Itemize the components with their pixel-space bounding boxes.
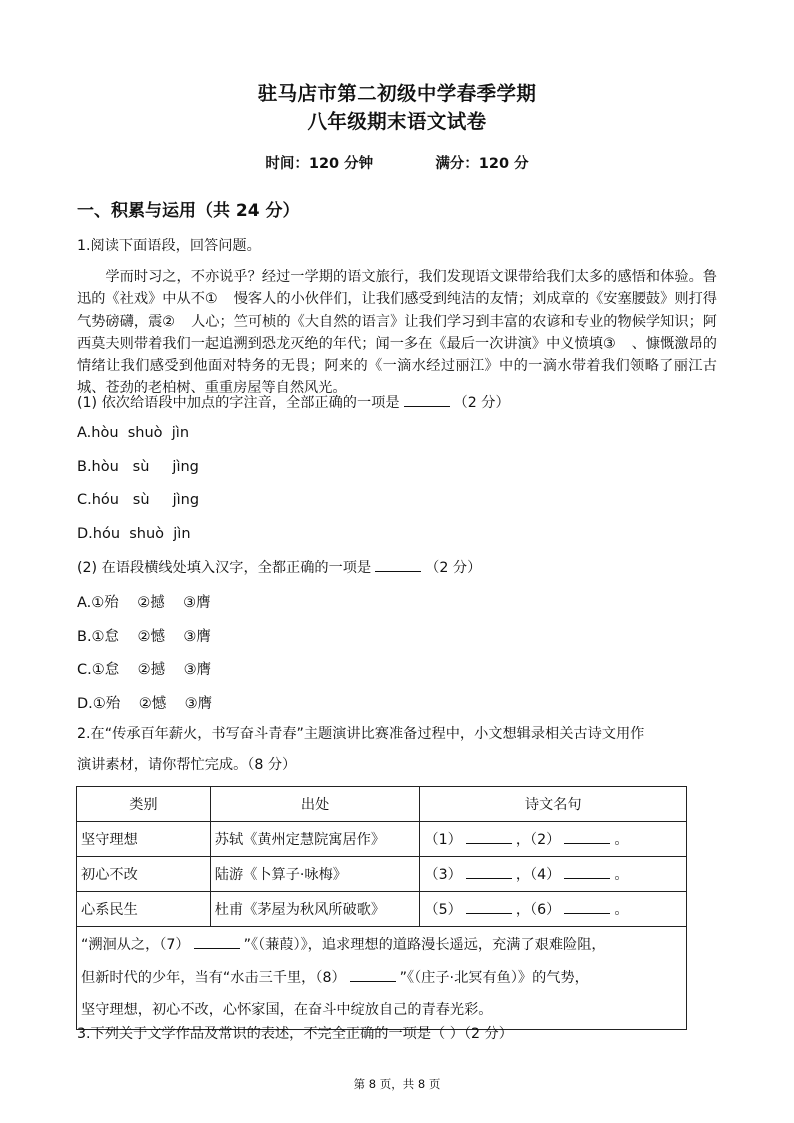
q1-sub2-text: (2) 在语段横线处填入汉字，全都正确的一项是	[77, 560, 372, 576]
q1-sub1-option-c[interactable]: C.hóu sù jìng	[77, 492, 200, 508]
q1-sub1-option-d[interactable]: D.hóu shuò jìn	[77, 526, 191, 542]
row-verse	[420, 822, 687, 857]
table-header-verse: 诗文名句	[420, 787, 687, 822]
q1-stem: 1.阅读下面语段，回答问题。	[77, 238, 261, 254]
q1-passage	[77, 266, 717, 400]
row-source: 苏轼《黄州定慧院寓居作》	[210, 822, 420, 857]
blank-label: （1）	[424, 832, 462, 848]
q1-sub2-option-b[interactable]: B.①怠 ②憾 ③膺	[77, 629, 211, 645]
passage-blank-2	[179, 314, 187, 326]
closing-paragraph	[77, 927, 687, 1030]
exam-title-line1: 驻马店市第二初级中学春季学期	[257, 82, 537, 105]
q1-sub2-stem	[77, 558, 481, 578]
table-header-source: 出处	[210, 787, 420, 822]
comma: ，	[515, 867, 531, 883]
table-row	[77, 892, 687, 927]
row-category: 初心不改	[77, 857, 211, 892]
period: 。	[614, 867, 629, 883]
table-header-category: 类别	[77, 787, 211, 822]
q3-stem: 3.下列关于文学作品及常识的表述，不完全正确的一项是（ ）（2 分）	[77, 1026, 513, 1042]
exam-time: 时间：120 分钟	[265, 156, 374, 172]
answer-blank[interactable]	[194, 936, 240, 949]
blank-label: （4）	[530, 867, 561, 883]
exam-score: 满分：120 分	[435, 156, 529, 172]
answer-blank[interactable]	[564, 866, 610, 879]
answer-blank[interactable]	[466, 866, 512, 879]
row-category: 心系民生	[77, 892, 211, 927]
table-header-row	[77, 787, 687, 822]
blank-label: （3）	[424, 867, 462, 883]
closing-part-5: 坚守理想，初心不改，心怀家国，在奋斗中绽放自己的青春光彩。	[81, 1002, 493, 1018]
exam-meta	[0, 152, 794, 173]
q1-sub1-stem	[77, 393, 510, 413]
q1-sub1-option-a[interactable]: A.hòu shuò jìn	[77, 425, 190, 441]
blank-label: （6）	[530, 902, 561, 918]
closing-part-4: ”《（庄子·北冥有鱼）》的气势，	[399, 969, 589, 986]
closing-part-2: ”《（蒹葭）》，追求理想的道路漫长遥远，充满了艰难险阻，	[243, 937, 606, 953]
passage-part-2: 慢客人的小伙伴们，让我们感受到纯洁的友情；刘成章的《安塞腰鼓》则打得气势磅礴，震②	[77, 291, 717, 330]
q1-sub1-option-b[interactable]: B.hòu sù jìng	[77, 459, 199, 475]
exam-title-line2: 八年级期末语文试卷	[307, 110, 487, 133]
passage-blank-3	[620, 336, 628, 348]
q1-sub2-option-a[interactable]: A.①殆 ②撼 ③膺	[77, 595, 211, 611]
comma: ，	[515, 832, 531, 848]
q2-stem-line2: 演讲素材，请你帮忙完成。（8 分）	[77, 757, 297, 773]
section-heading: 一、积累与运用（共 24 分）	[77, 201, 300, 221]
table-closing-row	[77, 927, 687, 1030]
q1-sub1-text: (1) 依次给语段中加点的字注音，全部正确的一项是	[77, 395, 400, 411]
answer-blank[interactable]	[404, 394, 450, 407]
answer-blank[interactable]	[466, 901, 512, 914]
q1-sub2-points: （2 分）	[425, 560, 482, 576]
answer-blank[interactable]	[375, 559, 421, 572]
passage-part-1: 学而时习之，不亦说乎？经过一学期的语文旅行，我们发现语文课带给我们太多的感悟和体验。鲁迅的《社戏》中从不①	[77, 269, 717, 308]
row-verse	[420, 857, 687, 892]
table-row	[77, 822, 687, 857]
blank-label: （5）	[424, 902, 462, 918]
page-footer: 第 8 页，共 8 页	[353, 1077, 441, 1091]
row-source: 杜甫《茅屋为秋风所破歌》	[210, 892, 420, 927]
q1-sub2-option-c[interactable]: C.①怠 ②撼 ③膺	[77, 662, 212, 678]
closing-part-3: 但新时代的少年，当有“水击三千里，（8）	[81, 969, 346, 986]
answer-blank[interactable]	[350, 969, 396, 982]
row-category: 坚守理想	[77, 822, 211, 857]
comma: ，	[515, 902, 531, 918]
passage-part-3: 人心；竺可桢的《大自然的语言》让我们学习到丰富的农谚和专业的物候学知识；阿西莫夫则带着我们一起追溯到恐龙灭绝的年代；闻一多在《最后一次讲演》中义愤填③	[77, 313, 717, 352]
answer-blank[interactable]	[466, 831, 512, 844]
passage-part-4: 、慷慨激昂的情绪让我们感受到他面对特务的无畏；阿来的《一滴水经过丽江》中的一滴水带着我们领略了丽江古城、苍劲的老柏树、重重房屋等自然风光。	[77, 335, 717, 397]
passage-blank-1	[222, 291, 230, 303]
table-row	[77, 857, 687, 892]
q1-sub2-option-d[interactable]: D.①殆 ②憾 ③膺	[77, 696, 213, 712]
row-source: 陆游《卜算子·咏梅》	[210, 857, 420, 892]
blank-label: （2）	[530, 832, 561, 848]
closing-part-1: “溯洄从之，（7）	[81, 937, 190, 953]
answer-blank[interactable]	[564, 901, 610, 914]
poem-table	[76, 786, 687, 1030]
period: 。	[614, 832, 629, 848]
q2-stem-line1: 2.在“传承百年薪火，书写奋斗青春”主题演讲比赛准备过程中，小文想辑录相关古诗文用作	[77, 726, 645, 742]
period: 。	[614, 902, 629, 918]
row-verse	[420, 892, 687, 927]
answer-blank[interactable]	[564, 831, 610, 844]
q1-sub1-points: （2 分）	[453, 395, 510, 411]
